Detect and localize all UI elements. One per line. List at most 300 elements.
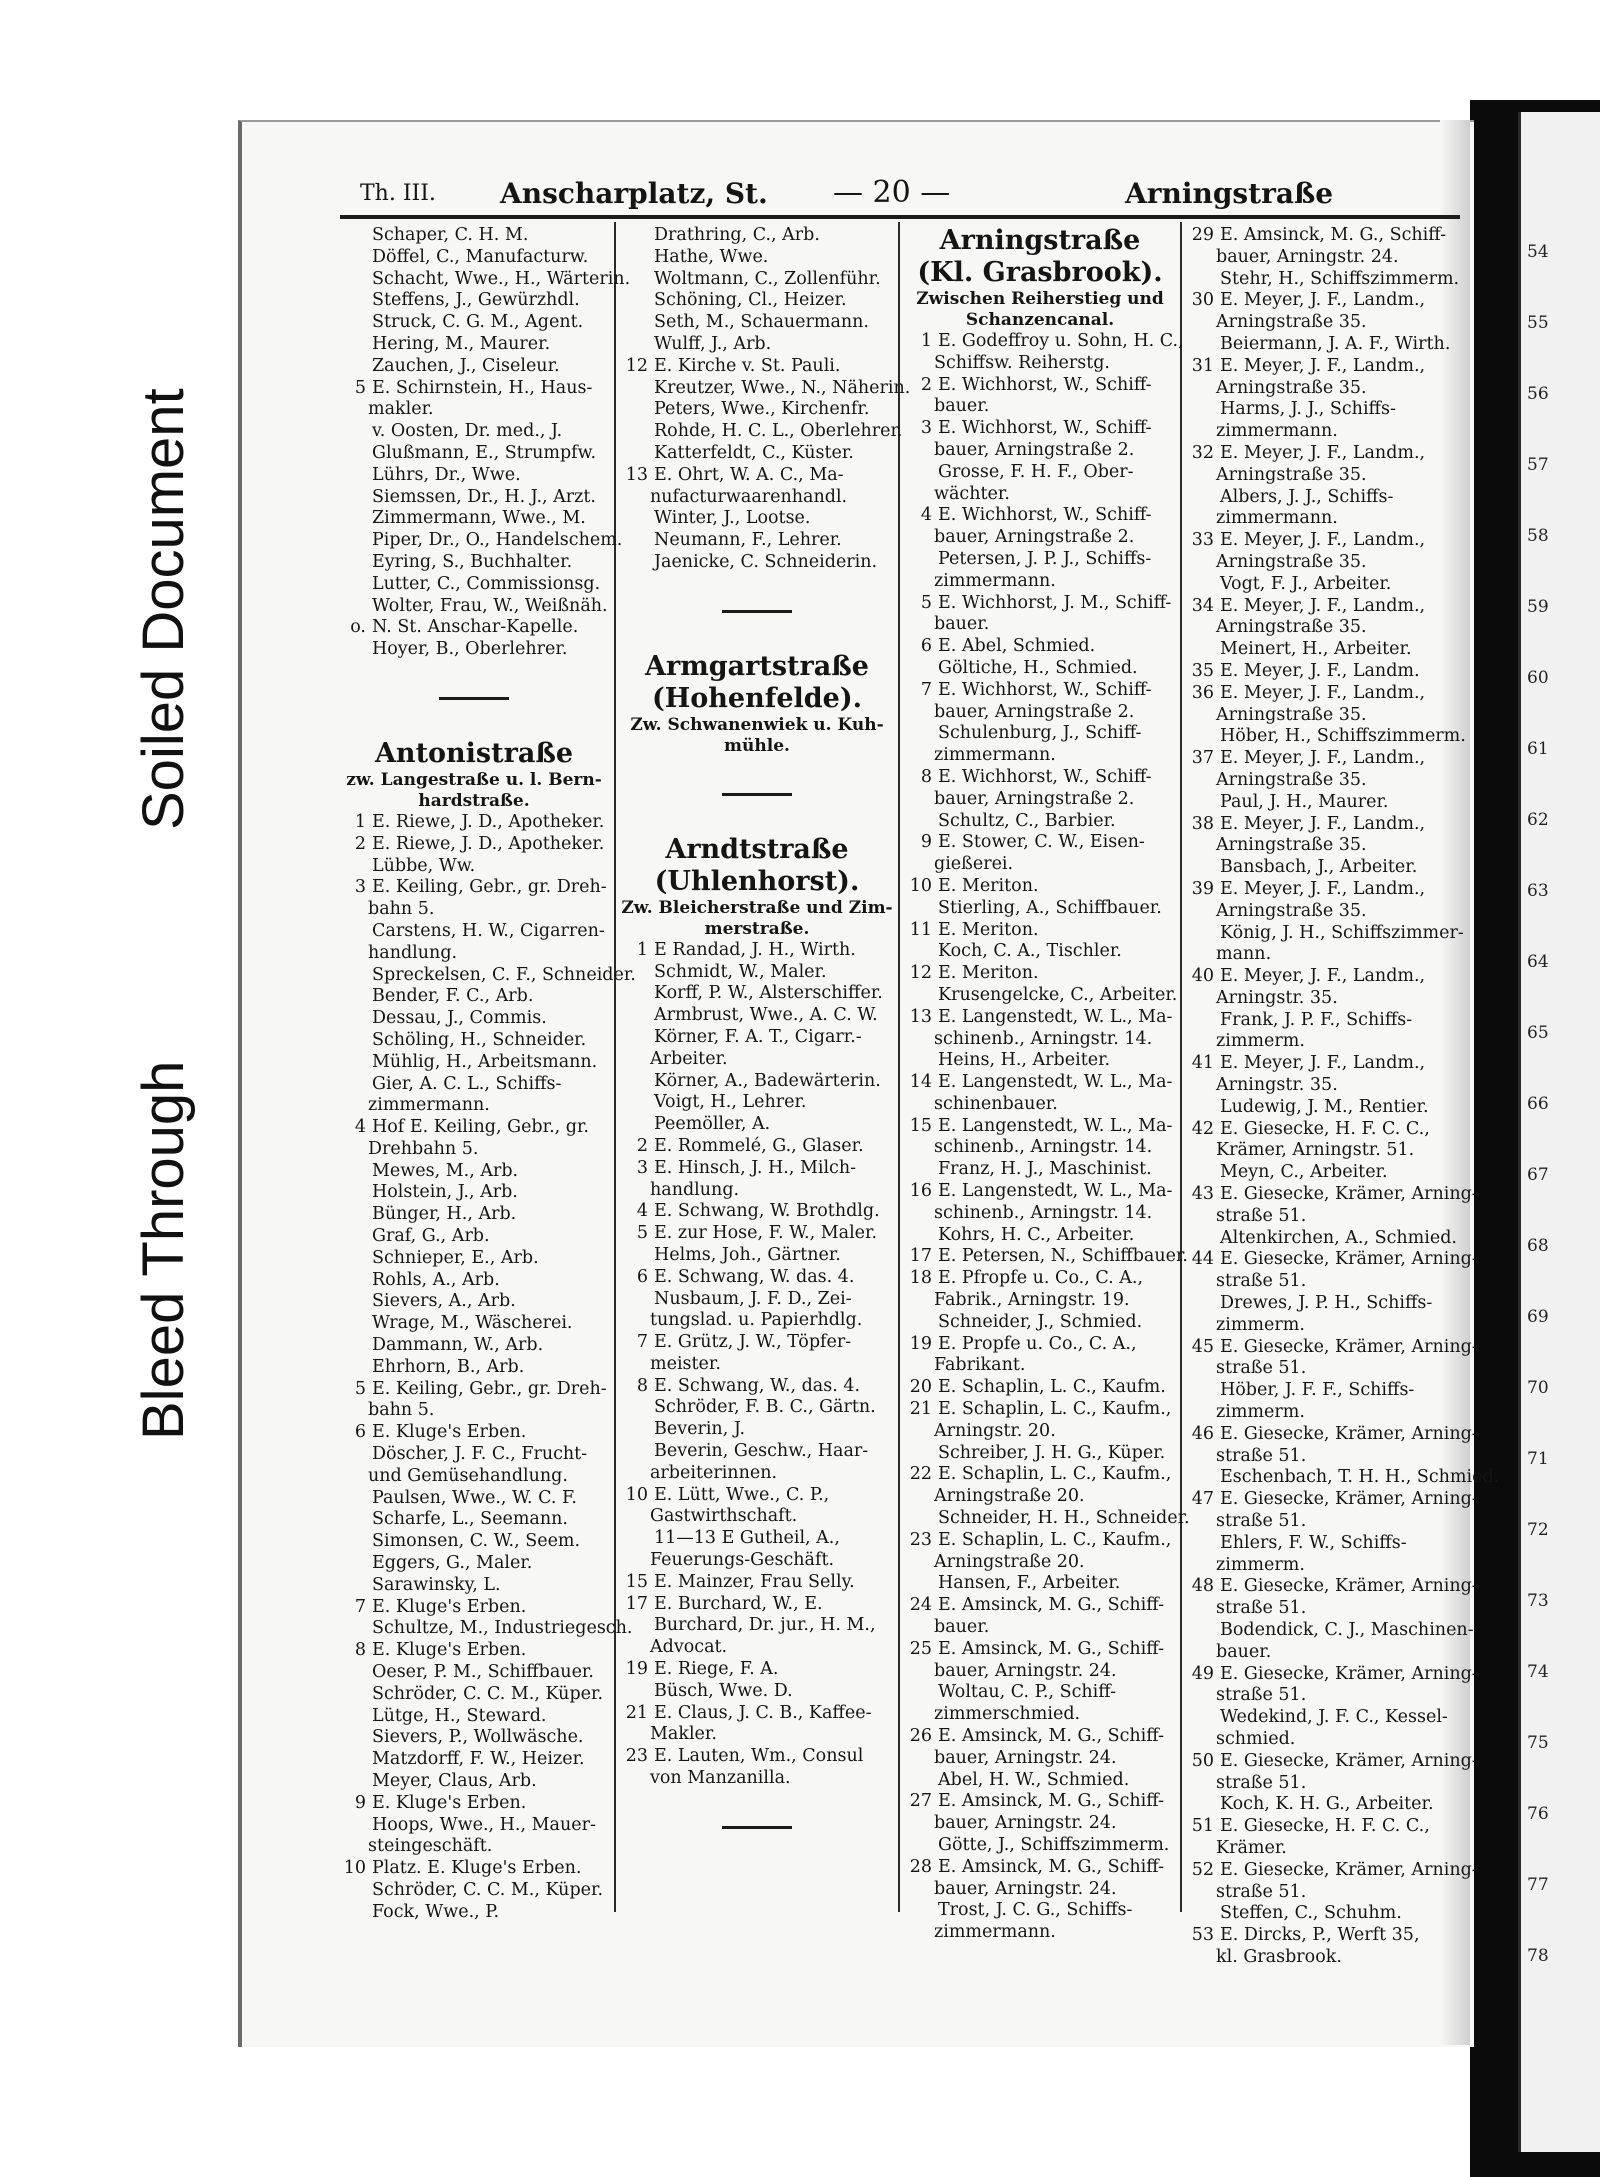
directory-entry xyxy=(904,1530,1176,1552)
entry-text: Kreutzer, Wwe., N., Näherin. xyxy=(654,377,911,398)
directory-entry xyxy=(338,1161,610,1183)
directory-entry xyxy=(620,1223,894,1245)
entry-text: Wolter, Frau, W., Weißnäh. xyxy=(372,595,608,616)
street-heading: (Uhlenhorst). xyxy=(654,865,860,897)
entry-text: Bansbach, J., Arbeiter. xyxy=(1220,857,1418,878)
adjacent-house-number: 70 xyxy=(1527,1378,1549,1398)
adjacent-house-number: 73 xyxy=(1527,1591,1549,1611)
house-number: 9 xyxy=(354,1792,366,1813)
entry-text: E. Giesecke, Krämer, Arning- xyxy=(1220,1336,1478,1357)
entry-text: bauer. xyxy=(934,1617,990,1638)
directory-entry xyxy=(904,1835,1176,1857)
directory-entry xyxy=(904,1050,1176,1072)
directory-entry xyxy=(904,1639,1176,1661)
entry-text: zimmerschmied. xyxy=(934,1704,1081,1725)
entry-text: Schreiber, J. H. G., Küper. xyxy=(938,1442,1166,1463)
directory-entry xyxy=(338,1313,610,1335)
directory-entry xyxy=(1186,1533,1462,1555)
directory-entry xyxy=(1186,661,1462,683)
directory-entry xyxy=(1186,269,1462,291)
entry-continuation xyxy=(1186,1838,1462,1860)
entry-text: straße 51. xyxy=(1216,1598,1307,1619)
entry-text: E. Stower, C. W., Eisen- xyxy=(938,832,1145,853)
entry-continuation xyxy=(1186,1729,1462,1751)
house-number: 5 xyxy=(920,592,932,613)
entry-text: E. Ohrt, W. A. C., Ma- xyxy=(654,464,844,485)
entry-text: Holstein, J., Arb. xyxy=(372,1182,518,1203)
directory-entry xyxy=(338,356,610,378)
entry-text: Advocat. xyxy=(650,1637,728,1658)
entry-text: Arningstraße 35. xyxy=(1216,551,1367,572)
entry-text: bahn 5. xyxy=(368,899,435,920)
directory-entry xyxy=(338,487,610,509)
house-number: 13 xyxy=(625,464,648,485)
entry-text: Hathe, Wwe. xyxy=(654,246,769,267)
entry-text: Arningstraße 35. xyxy=(1216,377,1367,398)
entry-text: Wedekind, J. F. C., Kessel- xyxy=(1220,1707,1448,1728)
entry-text: E. Meyer, J. F., Landm., xyxy=(1220,442,1426,463)
house-number: 51 xyxy=(1191,1816,1214,1837)
entry-text: Bender, F. C., Arb. xyxy=(372,986,534,1007)
entry-text: bauer, Arningstr. 24. xyxy=(934,1747,1117,1768)
directory-entry xyxy=(338,334,610,356)
house-number: 23 xyxy=(625,1746,648,1767)
adjacent-house-number: 54 xyxy=(1527,242,1549,262)
entry-text: bauer, Arningstr. 24. xyxy=(1216,246,1399,267)
entry-continuation xyxy=(338,899,610,921)
entry-text: Mühlig, H., Arbeitsmann. xyxy=(372,1051,598,1072)
section-separator xyxy=(722,1826,792,1829)
entry-continuation xyxy=(1186,835,1462,857)
entry-text: bauer. xyxy=(934,396,990,417)
adjacent-house-number: 56 xyxy=(1527,384,1549,404)
directory-entry xyxy=(1186,814,1462,836)
entry-text: Frank, J. P. F., Schiffs- xyxy=(1220,1009,1413,1030)
house-number: 12 xyxy=(625,355,648,376)
directory-entry xyxy=(1186,574,1462,596)
house-number: 28 xyxy=(909,1856,932,1877)
entry-text: Paul, J. H., Maurer. xyxy=(1220,791,1389,812)
directory-entry xyxy=(338,268,631,291)
entry-continuation xyxy=(620,1354,894,1376)
directory-entry xyxy=(904,963,1176,985)
entry-text: Körner, F. A. T., Cigarr.- xyxy=(654,1026,862,1047)
entry-text: Meinert, H., Arbeiter. xyxy=(1220,639,1412,660)
entry-text: E. Meriton. xyxy=(938,919,1039,940)
entry-text: E. Meyer, J. F., Landm., xyxy=(1220,1053,1426,1074)
entry-text: Arningstraße 35. xyxy=(1216,769,1367,790)
column-4 xyxy=(1186,225,1500,1969)
entry-text: Ehlers, F. W., Schiffs- xyxy=(1220,1532,1407,1553)
entry-text: E. Grütz, J. W., Töpfer- xyxy=(654,1332,852,1353)
section-separator xyxy=(722,610,792,613)
entry-text: 11—13 E Gutheil, A., xyxy=(654,1528,840,1549)
adjacent-page-edge xyxy=(1518,112,1600,2152)
entry-text: Schneider, J., Schmied. xyxy=(938,1311,1143,1332)
entry-text: Schacht, Wwe., H., Wärterin. xyxy=(372,268,631,289)
directory-entry xyxy=(904,1007,1176,1029)
entry-text: Winter, J., Lootse. xyxy=(654,508,811,529)
entry-text: E. Amsinck, M. G., Schiff- xyxy=(938,1791,1164,1812)
directory-entry xyxy=(904,1573,1176,1595)
entry-text: Schiffsw. Reiherstg. xyxy=(934,352,1110,373)
entry-text: Grosse, F. H. F., Ober- xyxy=(938,461,1134,482)
adjacent-house-number: 61 xyxy=(1527,739,1549,759)
directory-entry xyxy=(338,530,623,552)
house-number: 6 xyxy=(354,1422,366,1443)
directory-entry xyxy=(1186,923,1462,945)
directory-entry xyxy=(1186,792,1462,814)
entry-text: zimmermann. xyxy=(1216,421,1338,442)
street-subheading: Zw. Schwanenwiek u. Kuh- xyxy=(630,714,884,735)
directory-entry xyxy=(620,962,894,984)
entry-text: straße 51. xyxy=(1216,1358,1307,1379)
directory-entry xyxy=(620,1659,894,1681)
entry-continuation xyxy=(904,789,1176,811)
entry-text: Eggers, G., Maler. xyxy=(372,1553,533,1574)
entry-continuation xyxy=(1186,1140,1462,1162)
house-number: 7 xyxy=(636,1332,648,1353)
house-number: 4 xyxy=(920,505,932,526)
house-number: 53 xyxy=(1191,1925,1214,1946)
entry-continuation xyxy=(620,1506,894,1528)
entry-text: Vogt, F. J., Arbeiter. xyxy=(1220,573,1392,594)
entry-continuation xyxy=(620,1049,894,1071)
adjacent-house-number: 77 xyxy=(1527,1875,1549,1895)
directory-entry xyxy=(1186,1620,1474,1642)
entry-continuation xyxy=(904,1922,1176,1944)
directory-entry xyxy=(620,1703,894,1725)
entry-continuation xyxy=(904,1748,1176,1770)
adjacent-house-number: 62 xyxy=(1527,810,1549,830)
directory-entry xyxy=(1186,1293,1462,1315)
entry-text: zimmermann. xyxy=(1216,508,1338,529)
directory-entry xyxy=(338,1488,610,1510)
column-2 xyxy=(620,225,911,1867)
house-number: 3 xyxy=(636,1157,648,1178)
house-number: 17 xyxy=(909,1246,932,1267)
entry-text: und Gemüsehandlung. xyxy=(368,1465,568,1486)
directory-entry xyxy=(1186,596,1462,618)
section-separator xyxy=(439,697,509,700)
entry-text: straße 51. xyxy=(1216,1271,1307,1292)
entry-text: E. Giesecke, Krämer, Arning- xyxy=(1220,1750,1478,1771)
entry-text: Sievers, A., Arb. xyxy=(372,1291,516,1312)
house-number: 10 xyxy=(343,1858,366,1879)
entry-text: Hof E. Keiling, Gebr., gr. xyxy=(372,1117,589,1138)
entry-text: handlung. xyxy=(368,942,458,963)
entry-continuation xyxy=(904,1421,1176,1443)
directory-entry xyxy=(338,834,610,856)
directory-entry xyxy=(904,680,1176,702)
entry-text: Lührs, Dr., Wwe. xyxy=(372,464,521,485)
directory-entry xyxy=(620,1005,894,1027)
entry-text: Sievers, P., Wollwäsche. xyxy=(372,1727,584,1748)
entry-text: Gier, A. C. L., Schiffs- xyxy=(372,1073,562,1094)
entry-text: Krusengelcke, C., Arbeiter. xyxy=(938,984,1178,1005)
entry-continuation xyxy=(1186,988,1462,1010)
entry-continuation xyxy=(904,1661,1176,1683)
entry-text: E. Amsinck, M. G., Schiff- xyxy=(938,1856,1164,1877)
directory-entry xyxy=(338,1880,610,1902)
directory-entry xyxy=(620,290,894,312)
entry-text: E. Amsinck, M. G., Schiff- xyxy=(938,1595,1164,1616)
directory-entry xyxy=(620,1485,894,1507)
house-number: 21 xyxy=(909,1399,932,1420)
directory-entry xyxy=(338,1248,610,1270)
directory-entry xyxy=(1186,530,1462,552)
directory-entry xyxy=(1186,1750,1478,1773)
entry-text: mann. xyxy=(1216,944,1272,965)
adjacent-house-number: 71 xyxy=(1527,1449,1549,1469)
house-number: 3 xyxy=(920,418,932,439)
directory-entry xyxy=(338,508,610,530)
directory-entry xyxy=(620,1158,894,1180)
entry-text: Makler. xyxy=(650,1724,717,1745)
house-number: 44 xyxy=(1191,1249,1214,1270)
directory-entry xyxy=(1186,399,1462,421)
entry-text: E. Amsinck, M. G., Schiff- xyxy=(1220,225,1446,245)
directory-entry xyxy=(338,1335,610,1357)
directory-entry xyxy=(904,1377,1176,1399)
directory-entry xyxy=(904,593,1176,615)
entry-text: E. Claus, J. C. B., Kaffee- xyxy=(654,1702,872,1723)
entry-continuation xyxy=(338,1400,610,1422)
entry-text: straße 51. xyxy=(1216,1685,1307,1706)
entry-text: bauer, Arningstraße 2. xyxy=(934,527,1135,548)
directory-entry xyxy=(620,1027,894,1049)
adjacent-house-number: 74 xyxy=(1527,1662,1549,1682)
column-divider xyxy=(1180,222,1182,1912)
entry-text: E. Riewe, J. D., Apotheker. xyxy=(372,833,605,854)
entry-text: Schröder, F. B. C., Gärtn. xyxy=(654,1397,876,1418)
entry-text: Ludewig, J. M., Rentier. xyxy=(1220,1096,1429,1117)
entry-text: Arningstraße 20. xyxy=(934,1486,1085,1507)
entry-text: E. Meyer, J. F., Landm., xyxy=(1220,682,1426,703)
directory-entry xyxy=(1186,1336,1478,1359)
entry-text: Büsch, Wwe. D. xyxy=(654,1680,793,1701)
directory-entry xyxy=(904,658,1176,680)
directory-entry xyxy=(904,1508,1190,1530)
directory-entry xyxy=(904,1312,1176,1334)
entry-text: Altenkirchen, A., Schmied. xyxy=(1220,1227,1457,1248)
house-number: 30 xyxy=(1191,290,1214,311)
entry-text: Sarawinsky, L. xyxy=(372,1574,501,1595)
entry-continuation xyxy=(1186,617,1462,639)
adjacent-house-number: 64 xyxy=(1527,952,1549,972)
entry-text: Drehbahn 5. xyxy=(368,1138,479,1159)
entry-text: E. Schwang, W., das. 4. xyxy=(654,1375,861,1396)
house-number: 10 xyxy=(909,875,932,896)
entry-text: Heins, H., Arbeiter. xyxy=(938,1050,1111,1071)
entry-text: E. Hinsch, J. H., Milch- xyxy=(654,1157,857,1178)
directory-entry xyxy=(338,986,610,1008)
directory-entry xyxy=(620,1201,894,1223)
entry-continuation xyxy=(1186,1685,1462,1707)
entry-text: E. Meyer, J. F., Landm., xyxy=(1220,355,1426,376)
entry-text: E. Keiling, Gebr., gr. Dreh- xyxy=(372,877,607,898)
entry-text: E. Pfropfe u. Co., C. A., xyxy=(938,1268,1144,1289)
directory-entry xyxy=(338,1727,610,1749)
entry-text: Oeser, P. M., Schiffbauer. xyxy=(372,1662,594,1683)
entry-text: Zimmermann, Wwe., M. xyxy=(372,508,586,529)
entry-text: wächter. xyxy=(934,483,1010,504)
house-number: 38 xyxy=(1191,813,1214,834)
directory-entry xyxy=(338,1357,610,1379)
column-3 xyxy=(904,225,1190,1944)
directory-entry xyxy=(620,421,903,443)
entry-continuation xyxy=(620,1550,894,1572)
adjacent-house-number: 69 xyxy=(1527,1307,1549,1327)
directory-entry xyxy=(904,1225,1176,1247)
directory-entry xyxy=(620,465,894,487)
header-rule xyxy=(340,215,1460,219)
entry-text: E. Giesecke, Krämer, Arning- xyxy=(1220,1423,1478,1444)
entry-text: E. Kluge's Erben. xyxy=(372,1792,527,1813)
entry-text: Fabrik., Arningstr. 19. xyxy=(934,1290,1130,1311)
street-subheading: hardstraße. xyxy=(418,790,530,811)
entry-text: E. Giesecke, Krämer, Arning- xyxy=(1220,1489,1478,1510)
entry-text: E. Giesecke, Krämer, Arning- xyxy=(1220,1249,1478,1270)
house-number: 20 xyxy=(909,1377,932,1398)
entry-text: Stierling, A., Schiffbauer. xyxy=(938,897,1162,918)
directory-entry xyxy=(904,375,1176,397)
entry-text: Glußmann, E., Strumpfw. xyxy=(372,442,597,463)
entry-text: Seth, M., Schauermann. xyxy=(654,312,869,333)
directory-entry xyxy=(620,1245,894,1267)
house-number: 52 xyxy=(1191,1859,1214,1880)
directory-entry xyxy=(904,920,1176,942)
entry-continuation xyxy=(1186,1947,1462,1969)
street-subheading: Schanzencanal. xyxy=(965,310,1115,330)
entry-text: Franz, H. J., Maschinist. xyxy=(938,1159,1152,1180)
entry-text: Spreckelsen, C. F., Schneider. xyxy=(372,964,636,985)
directory-entry xyxy=(338,1793,610,1815)
entry-text: Korff, P. W., Alsterschiffer. xyxy=(654,983,883,1004)
directory-entry xyxy=(904,1464,1176,1486)
house-number: 4 xyxy=(636,1201,648,1222)
entry-continuation xyxy=(904,484,1176,506)
house-number: 2 xyxy=(354,833,366,854)
directory-entry xyxy=(1186,334,1462,356)
directory-entry xyxy=(338,1226,610,1248)
entry-continuation xyxy=(904,1137,1176,1159)
adjacent-house-number: 78 xyxy=(1527,1946,1549,1966)
entry-text: Arningstr. 20. xyxy=(934,1420,1056,1441)
entry-text: Fabrikant. xyxy=(934,1355,1026,1376)
directory-entry xyxy=(338,1553,610,1575)
directory-entry xyxy=(338,1444,610,1466)
entry-text: E. Abel, Schmied. xyxy=(938,636,1096,657)
entry-text: makler. xyxy=(368,399,434,420)
house-number: 10 xyxy=(625,1484,648,1505)
entry-text: bauer, Arningstraße 2. xyxy=(934,788,1135,809)
entry-text: straße 51. xyxy=(1216,1772,1307,1793)
directory-entry xyxy=(904,941,1176,963)
entry-continuation xyxy=(904,1879,1176,1901)
entry-text: E. Kluge's Erben. xyxy=(372,1422,527,1443)
entry-text: Siemssen, Dr., H. J., Arzt. xyxy=(372,486,596,507)
directory-entry xyxy=(338,812,610,834)
house-number: 15 xyxy=(909,1115,932,1136)
entry-continuation xyxy=(1186,247,1462,269)
directory-entry xyxy=(904,1443,1176,1465)
house-number: 31 xyxy=(1191,355,1214,376)
entry-continuation xyxy=(1186,1075,1462,1097)
entry-text: E. Meyer, J. F., Landm., xyxy=(1220,748,1426,769)
entry-continuation xyxy=(904,1552,1176,1574)
directory-entry xyxy=(1186,443,1462,465)
entry-text: bauer, Arningstr. 24. xyxy=(934,1813,1117,1834)
directory-entry xyxy=(620,1441,894,1463)
entry-text: E. Wichhorst, J. M., Schiff- xyxy=(938,592,1172,613)
entry-text: Hering, M., Maurer. xyxy=(372,333,551,354)
entry-continuation xyxy=(1186,1882,1462,1904)
entry-continuation xyxy=(338,399,610,421)
house-number: 23 xyxy=(909,1529,932,1550)
directory-entry xyxy=(1186,1097,1462,1119)
entry-text: E. Schwang, W. Brothdlg. xyxy=(654,1201,880,1222)
entry-text: Carstens, H. W., Cigarren- xyxy=(372,920,605,941)
entry-text: E. Meyer, J. F., Landm., xyxy=(1220,878,1426,899)
entry-continuation xyxy=(1186,312,1462,334)
street-subheading: mühle. xyxy=(724,735,790,756)
entry-text: straße 51. xyxy=(1216,1881,1307,1902)
street-heading: (Kl. Grasbrook). xyxy=(917,257,1163,288)
soiled-document-label: Soiled Document xyxy=(131,388,196,830)
entry-text: Döscher, J. F. C., Frucht- xyxy=(372,1444,588,1465)
entry-text: E. Petersen, N., Schiffbauer. xyxy=(938,1246,1188,1267)
directory-entry xyxy=(338,856,610,878)
directory-entry xyxy=(904,418,1176,440)
entry-continuation xyxy=(620,1724,894,1746)
entry-continuation xyxy=(904,1355,1176,1377)
entry-text: Schaper, C. H. M. xyxy=(372,225,529,245)
entry-text: Drathring, C., Arb. xyxy=(654,225,820,245)
entry-continuation xyxy=(1186,944,1462,966)
entry-text: E. Wichhorst, W., Schiff- xyxy=(938,679,1152,700)
directory-entry xyxy=(338,1575,610,1597)
entry-text: kl. Grasbrook. xyxy=(1216,1946,1342,1967)
house-number: 34 xyxy=(1191,595,1214,616)
entry-text: Graf, G., Arb. xyxy=(372,1226,490,1247)
entry-text: Scharfe, L., Seemann. xyxy=(372,1509,568,1530)
street-heading: Antonistraße xyxy=(374,737,574,769)
street-subheading: zw. Langestraße u. l. Bern- xyxy=(346,769,602,790)
house-number: 6 xyxy=(920,636,932,657)
entry-text: E. Giesecke, Krämer, Arning- xyxy=(1220,1184,1478,1205)
directory-entry xyxy=(904,462,1176,484)
house-number: o. xyxy=(350,617,366,638)
directory-entry xyxy=(904,1791,1176,1813)
entry-text: Meyer, Claus, Arb. xyxy=(372,1771,537,1791)
entry-text: Schöling, H., Schneider. xyxy=(372,1029,587,1050)
entry-text: Döffel, C., Manufacturw. xyxy=(372,246,589,267)
entry-text: Arbeiter. xyxy=(650,1048,728,1069)
entry-text: König, J. H., Schiffszimmer- xyxy=(1220,922,1464,943)
entry-continuation xyxy=(904,527,1176,549)
entry-text: E. Lütt, Wwe., C. P., xyxy=(654,1484,830,1505)
entry-continuation xyxy=(904,854,1176,876)
directory-entry xyxy=(338,1902,610,1924)
directory-entry xyxy=(620,1594,894,1616)
directory-entry xyxy=(620,1114,894,1136)
entry-text: straße 51. xyxy=(1216,1511,1307,1532)
entry-text: E. Riewe, J. D., Apotheker. xyxy=(372,811,605,832)
entry-text: Bünger, H., Arb. xyxy=(372,1204,517,1225)
directory-entry xyxy=(1186,857,1462,879)
entry-continuation xyxy=(904,1203,1176,1225)
